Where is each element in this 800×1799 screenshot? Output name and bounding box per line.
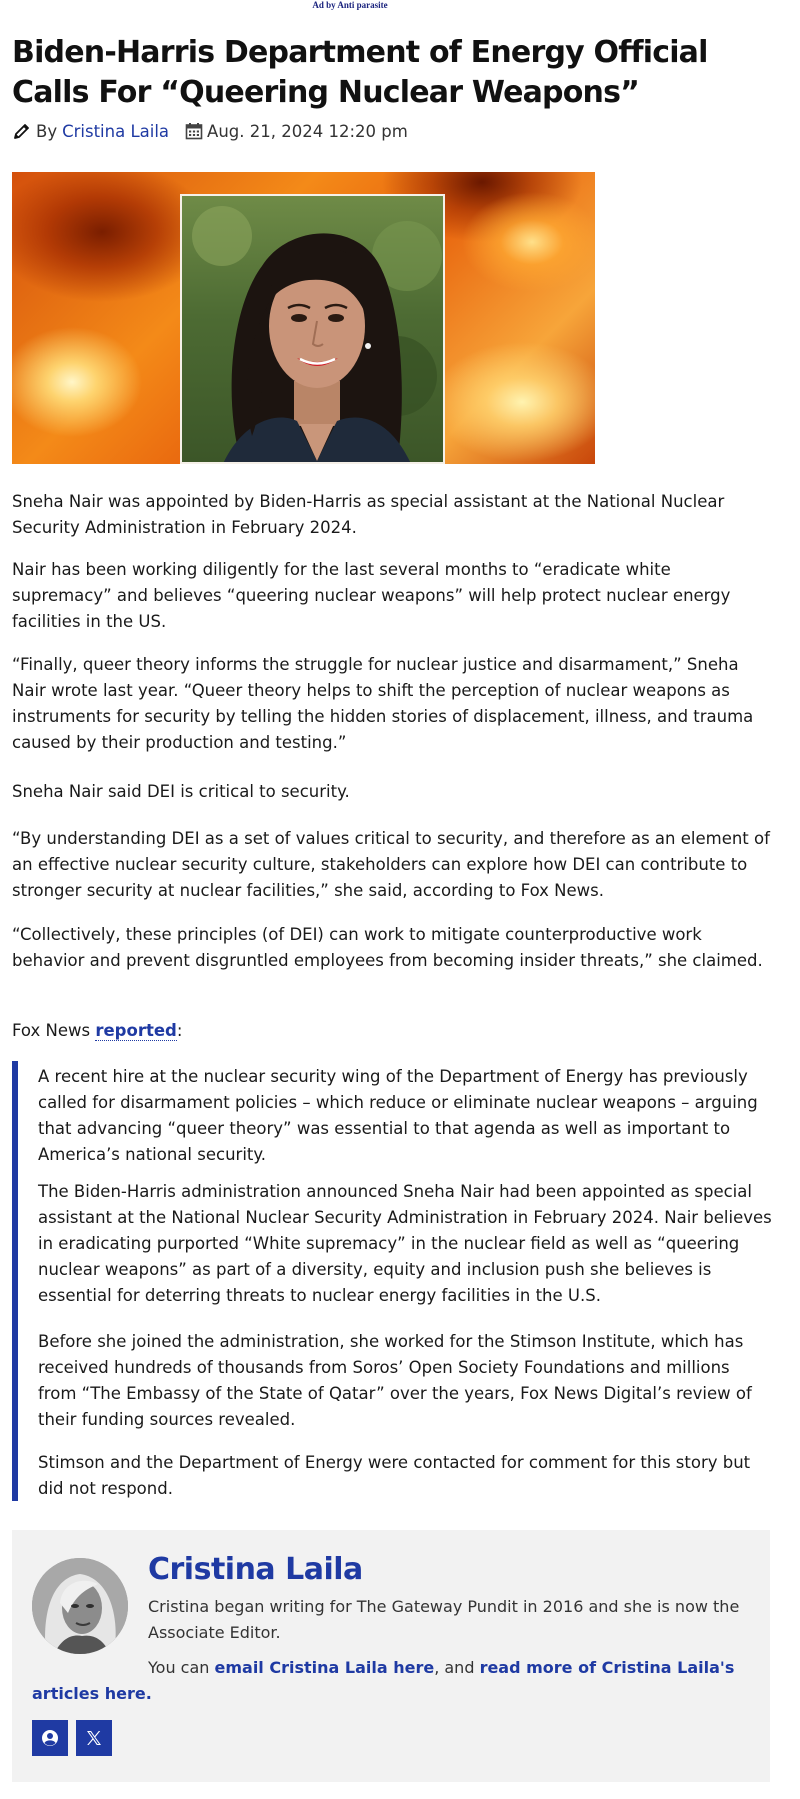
source-prefix: Fox News (12, 1021, 96, 1040)
author-x-button[interactable] (76, 1720, 112, 1756)
quote-paragraph: Stimson and the Department of Energy were contacted for comment for this story but did not respond. (38, 1453, 751, 1498)
author-links-middle: , and (434, 1658, 480, 1677)
article-paragraph: “By understanding DEI as a set of values critical to security, and therefore as an element of an effective nuclear security culture, stakeholders can explore how DEI can contribute to stronger security at nuclear facilities,” she said, according to Fox News. (12, 829, 770, 900)
quote-paragraph: Before she joined the administration, she worked for the Stimson Institute, which has received hundreds of thousands from Soros’ Open Society Foundations and millions from “The Embassy of the State of Qatar” over the years, Fox News Digital’s review of their funding sources revealed. (38, 1332, 752, 1429)
author-link[interactable]: Cristina Laila (62, 121, 170, 141)
article-paragraph: Nair has been working diligently for the last several months to “eradicate white supremacy” and believes “queering nuclear weapons” will help protect nuclear energy facilities in the US. (12, 560, 731, 631)
byline (12, 118, 408, 144)
article-paragraph: “Finally, queer theory informs the struggle for nuclear justice and disarmament,” Sneha Nair wrote last year. “Queer theory helps to shift the perception of nuclear weapons as instruments for security by telling the hidden stories of displacement, illness, and trauma caused by their production and testing.” (12, 655, 754, 752)
article-paragraph: Sneha Nair was appointed by Biden-Harris as special assistant at the National Nuclear Security Administration in February 2024. (12, 492, 725, 537)
source-suffix: : (176, 1021, 183, 1040)
author-avatar[interactable] (32, 1558, 128, 1654)
hero-image (12, 172, 595, 464)
portrait-photo (180, 194, 445, 464)
author-links (32, 1655, 752, 1707)
quote-paragraph: A recent hire at the nuclear security wing of the Department of Energy has previously called for disarmament policies – which reduce or eliminate nuclear weapons – arguing that advancing “queer theory” was essential to that agenda as well as important to America’s national security. (38, 1067, 758, 1164)
email-author-link[interactable]: email Cristina Laila here (214, 1658, 435, 1677)
author-bio: Cristina began writing for The Gateway Pundit in 2016 and she is now the Associate Editor. (148, 1597, 740, 1642)
blockquote (12, 1061, 772, 1501)
author-box-name: Cristina Laila (148, 1552, 363, 1587)
calendar-icon (185, 122, 203, 140)
byline-prefix: By (36, 121, 58, 141)
publish-date: Aug. 21, 2024 12:20 pm (207, 121, 408, 141)
ad-label: Ad by Anti parasite (312, 0, 388, 10)
author-box (12, 1530, 770, 1782)
quote-paragraph: The Biden-Harris administration announced Sneha Nair had been appointed as special assistant at the National Nuclear Security Administration in February 2024. Nair believes in eradicating purported “White supremacy” in the nuclear field as well as “queering nuclear weapons” as part of a diversity, equity and inclusion push she believes is essential for deterring threats to nuclear energy facilities in the U.S. (38, 1182, 772, 1305)
article-paragraph: Sneha Nair said DEI is critical to security. (12, 782, 350, 801)
source-link[interactable]: reported (95, 1021, 177, 1040)
author-links-prefix: You can (148, 1658, 215, 1677)
author-articles-link[interactable]: read more of Cristina Laila's articles here. (32, 1658, 735, 1703)
article-paragraph: “Collectively, these principles (of DEI) can work to mitigate counterproductive work behavior and prevent disgruntled employees from becoming insider threats,” she claimed. (12, 925, 763, 970)
pencil-icon (12, 121, 32, 141)
user-circle-icon (41, 1729, 59, 1747)
article-headline: Biden-Harris Department of Energy Official Calls For “Queering Nuclear Weapons” (12, 35, 708, 110)
x-logo-icon (85, 1729, 103, 1747)
source-line (12, 1018, 772, 1044)
author-profile-button[interactable] (32, 1720, 68, 1756)
